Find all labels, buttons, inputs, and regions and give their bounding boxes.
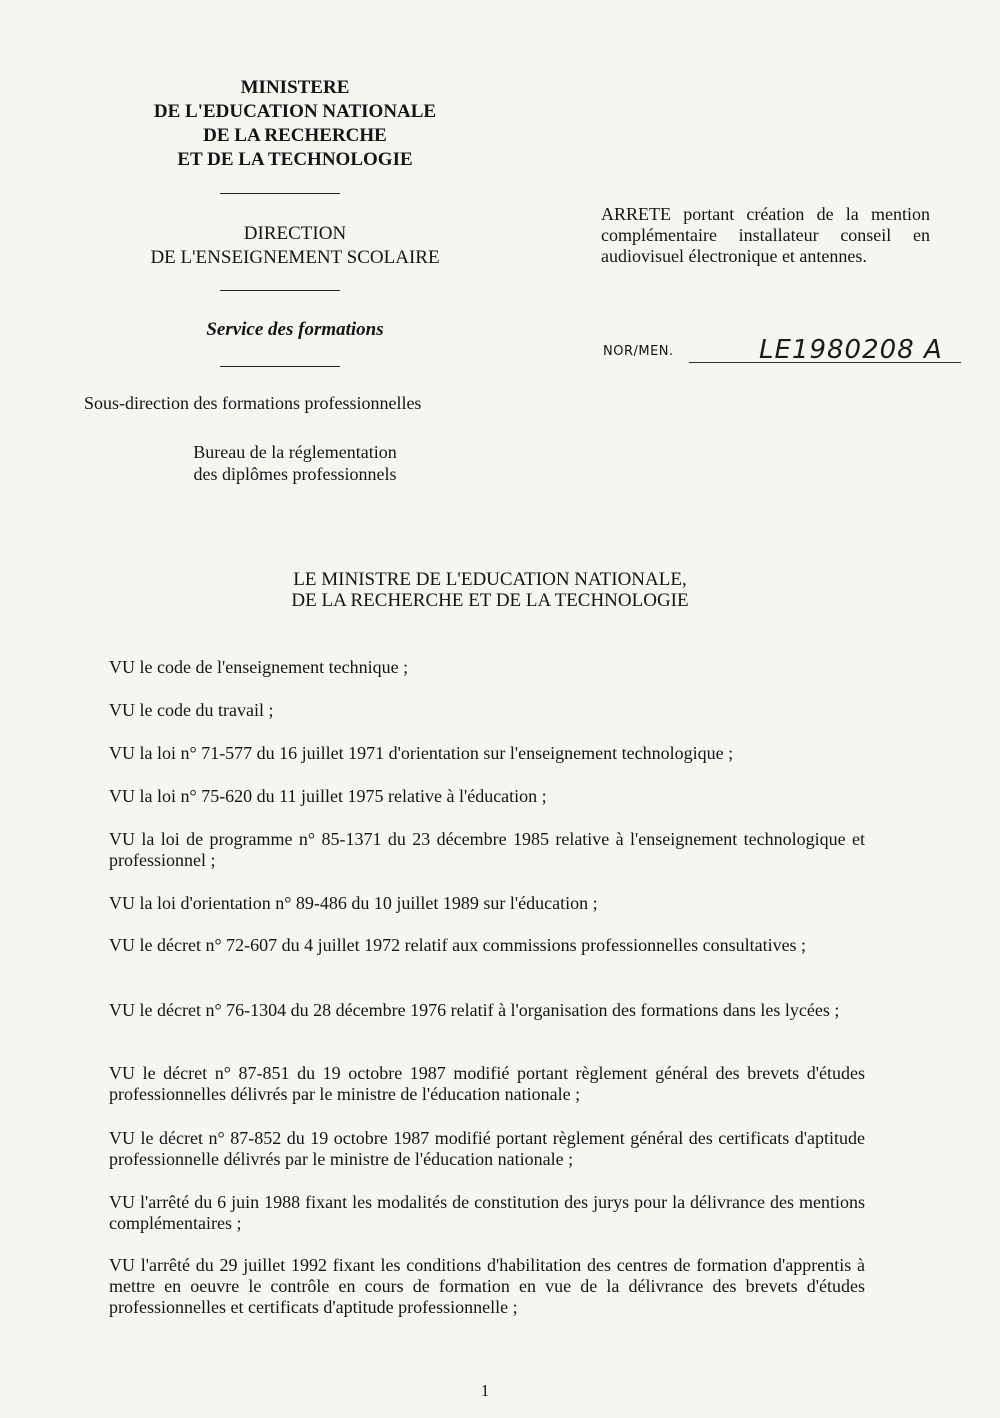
visa-paragraph: VU l'arrêté du 6 juin 1988 fixant les modalités de constitution des jurys pour la délivrance des mentions complémentaires ; xyxy=(109,1192,865,1233)
visa-paragraph: VU la loi n° 75-620 du 11 juillet 1975 relative à l'éducation ; xyxy=(109,786,547,806)
ministry-line: MINISTERE xyxy=(240,77,350,98)
nor-reference xyxy=(603,337,965,371)
page-number: 1 xyxy=(480,1381,490,1400)
direction-header xyxy=(100,222,490,270)
visa-paragraph: VU la loi d'orientation n° 89-486 du 10 juillet 1989 sur l'éducation ; xyxy=(109,893,598,913)
ministry-line: ET DE LA TECHNOLOGIE xyxy=(177,149,413,170)
divider xyxy=(220,193,340,194)
visa-paragraph: VU le décret n° 87-851 du 19 octobre 1987 modifié portant règlement général des brevets d'études professionnelles délivrés par le ministre de l'éducation nationale ; xyxy=(109,1063,865,1104)
nor-label: NOR/MEN. xyxy=(603,344,674,359)
divider xyxy=(220,366,340,367)
bureau-label xyxy=(100,441,490,485)
visa-paragraph: VU le décret n° 72-607 du 4 juillet 1972 relatif aux commissions professionnelles consultatives ; xyxy=(109,935,807,955)
ministry-header xyxy=(100,76,490,172)
visa-paragraph: VU le code du travail ; xyxy=(109,700,274,720)
visa-paragraph: VU le décret n° 87-852 du 19 octobre 1987 modifié portant règlement général des certificats d'aptitude professionnelle délivrés par le ministre de l'éducation nationale ; xyxy=(109,1128,865,1169)
visa-paragraph: VU la loi n° 71-577 du 16 juillet 1971 d'orientation sur l'enseignement technologique ; xyxy=(109,743,734,763)
service-label: Service des formations xyxy=(206,319,384,340)
visa-paragraph: VU l'arrêté du 29 juillet 1992 fixant les conditions d'habilitation des centres de formation d'apprentis à mettre en oeuvre le contrôle en cours de formation en vue de la délivrance des brevets d'études professionnelles et certificats d'aptitude professionnelle ; xyxy=(109,1255,865,1317)
minister-line: LE MINISTRE DE L'EDUCATION NATIONALE, xyxy=(293,569,687,590)
visa-paragraph: VU le code de l'enseignement technique ; xyxy=(109,657,409,677)
ministry-line: DE L'EDUCATION NATIONALE xyxy=(153,101,437,122)
arrete-title: ARRETE portant création de la mention complémentaire installateur conseil en audiovisuel électronique et antennes. xyxy=(601,204,930,266)
visa-paragraph: VU la loi de programme n° 85-1371 du 23 décembre 1985 relative à l'enseignement technologique et professionnel ; xyxy=(109,829,865,870)
sous-direction-label: Sous-direction des formations professionnelles xyxy=(84,393,422,413)
divider xyxy=(220,290,340,291)
nor-handwritten-code: LE1980208 A xyxy=(759,335,943,365)
bureau-line: Bureau de la réglementation xyxy=(193,442,397,462)
minister-heading xyxy=(240,569,740,611)
ministry-line: DE LA RECHERCHE xyxy=(203,125,387,146)
direction-line: DE L'ENSEIGNEMENT SCOLAIRE xyxy=(150,247,440,268)
visa-paragraph: VU le décret n° 76-1304 du 28 décembre 1976 relatif à l'organisation des formations dans les lycées ; xyxy=(109,1000,840,1020)
minister-line: DE LA RECHERCHE ET DE LA TECHNOLOGIE xyxy=(291,590,689,611)
direction-line: DIRECTION xyxy=(243,223,347,244)
bureau-line: des diplômes professionnels xyxy=(193,464,397,484)
